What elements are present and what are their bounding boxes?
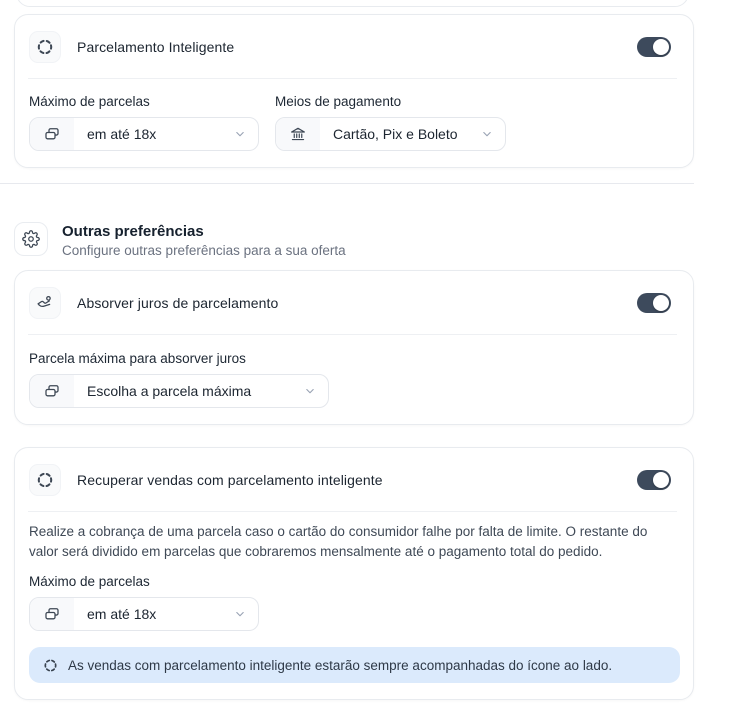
- recover-sales-description: Realize a cobrança de uma parcela caso o cartão do consumidor falhe por falta de limite. O restante do valor será dividido em parcelas que cobraremos mensalmente até o pagamento total do pedido.: [29, 524, 648, 559]
- dashed-circle-icon: [29, 31, 61, 63]
- absorb-interest-toggle[interactable]: [637, 293, 671, 313]
- payment-methods-value: Cartão, Pix e Boleto: [333, 126, 458, 142]
- max-installments-select[interactable]: [29, 597, 259, 631]
- cards-icon: [30, 375, 74, 407]
- info-banner-text: As vendas com parcelamento inteligente estarão sempre acompanhadas do ícone ao lado.: [68, 657, 613, 673]
- max-installments-select[interactable]: [29, 117, 259, 151]
- smart-installments-card: [14, 14, 694, 168]
- max-installments-value: em até 18x: [87, 126, 157, 142]
- max-installment-absorb-placeholder: Escolha a parcela máxima: [87, 383, 252, 399]
- recover-sales-card: [14, 447, 694, 700]
- card-header: [15, 448, 693, 511]
- previous-card-fragment: [16, 0, 689, 7]
- dashed-circle-icon: [43, 658, 58, 673]
- card-header: [15, 271, 693, 334]
- smart-installments-toggle[interactable]: [637, 37, 671, 57]
- info-banner: [29, 647, 680, 683]
- max-installment-absorb-label: Parcela máxima para absorver juros: [29, 351, 246, 366]
- chevron-down-icon: [480, 127, 494, 141]
- max-installments-label: Máximo de parcelas: [29, 574, 150, 589]
- hand-coin-icon: [29, 287, 61, 319]
- dashed-circle-icon: [29, 464, 61, 496]
- payment-methods-field: [275, 94, 506, 151]
- recover-sales-toggle[interactable]: [637, 470, 671, 490]
- max-installment-absorb-select[interactable]: [29, 374, 329, 408]
- max-installments-value: em até 18x: [87, 606, 157, 622]
- max-installments-field: [29, 94, 259, 151]
- recover-sales-title: Recuperar vendas com parcelamento inteligente: [77, 471, 383, 488]
- gear-icon: [14, 222, 48, 256]
- other-preferences-header: [14, 222, 346, 260]
- section-divider: [0, 183, 694, 184]
- absorb-interest-title: Absorver juros de parcelamento: [77, 294, 279, 311]
- chevron-down-icon: [303, 384, 317, 398]
- smart-installments-title: Parcelamento Inteligente: [77, 38, 235, 55]
- card-header: [15, 15, 693, 78]
- max-installments-label: Máximo de parcelas: [29, 94, 150, 109]
- cards-icon: [30, 598, 74, 630]
- chevron-down-icon: [233, 127, 247, 141]
- section-title: Outras preferências: [62, 223, 204, 240]
- payment-methods-select[interactable]: [275, 117, 506, 151]
- section-text: [62, 222, 346, 260]
- absorb-interest-card: [14, 270, 694, 425]
- section-subtitle: Configure outras preferências para a sua oferta: [62, 243, 346, 258]
- payment-methods-label: Meios de pagamento: [275, 94, 402, 109]
- cards-icon: [30, 118, 74, 150]
- bank-icon: [276, 118, 320, 150]
- chevron-down-icon: [233, 607, 247, 621]
